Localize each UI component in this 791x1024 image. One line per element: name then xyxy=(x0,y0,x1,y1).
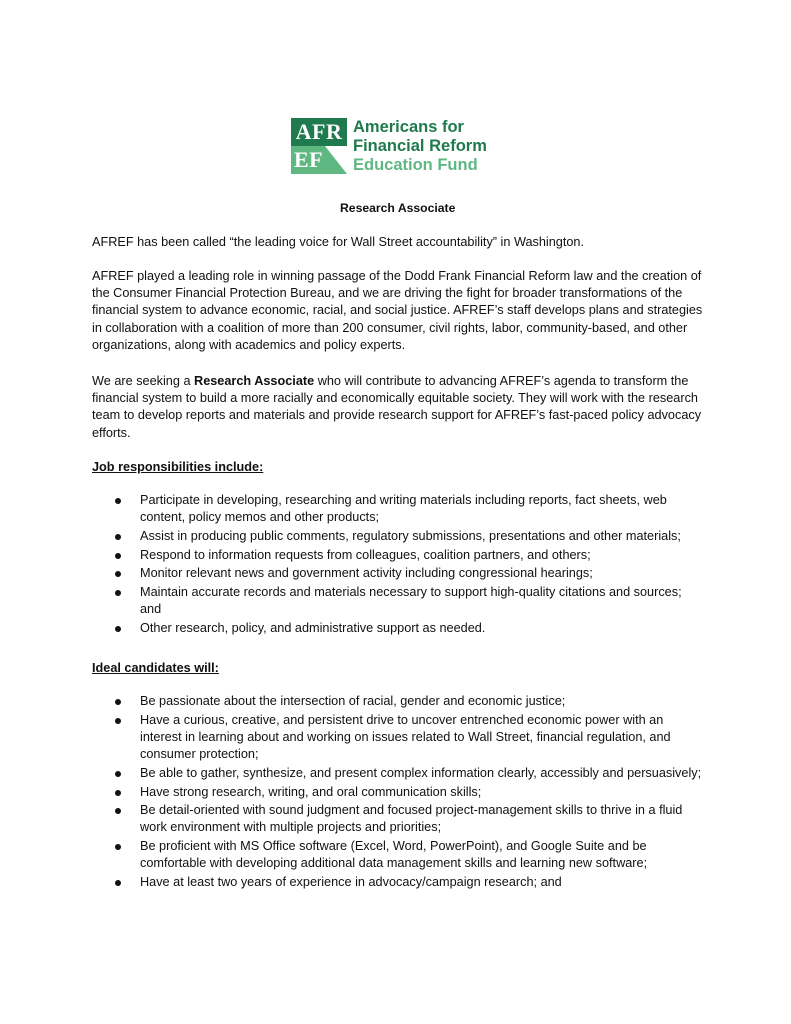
bullet-icon xyxy=(115,534,121,540)
bullet-icon xyxy=(115,626,121,632)
logo-line-2: Financial Reform xyxy=(353,137,487,155)
seeking-paragraph xyxy=(92,373,704,442)
list-item: Be proficient with MS Office software (Excel, Word, PowerPoint), and Google Suite and be comfortable with developing additional data management skills and learning new software; xyxy=(92,838,704,872)
candidates-list xyxy=(92,693,704,891)
bullet-icon xyxy=(115,590,121,596)
afref-logo xyxy=(291,118,521,174)
candidates-heading: Ideal candidates will: xyxy=(92,661,219,675)
bullet-icon xyxy=(115,771,121,777)
bullet-icon xyxy=(115,553,121,559)
bullet-icon xyxy=(115,718,121,724)
bullet-icon xyxy=(115,571,121,577)
list-item: Have at least two years of experience in advocacy/campaign research; and xyxy=(92,874,704,891)
list-item: Respond to information requests from colleagues, coalition partners, and others; xyxy=(92,547,704,564)
responsibilities-heading: Job responsibilities include: xyxy=(92,460,264,474)
list-item: Have strong research, writing, and oral communication skills; xyxy=(92,784,704,801)
bullet-icon xyxy=(115,880,121,886)
bullet-icon xyxy=(115,844,121,850)
list-item: Participate in developing, researching and writing materials including reports, fact sheets, web content, policy memos and other products; xyxy=(92,492,704,526)
list-item: Be detail-oriented with sound judgment and focused project-management skills to thrive in a fluid work environment with multiple projects and priorities; xyxy=(92,802,704,836)
logo-ef: EF xyxy=(291,146,347,174)
list-item: Monitor relevant news and government activity including congressional hearings; xyxy=(92,565,704,582)
about-paragraph: AFREF played a leading role in winning passage of the Dodd Frank Financial Reform law and the creation of the Consumer Financial Protection Bureau, and we are driving the fight for broader transformations of the financial system to advance economic, racial, and social justice. AFREF’s staff develops plans and strategies in collaboration with a coalition of more than 200 consumer, civil rights, labor, community-based, and other organizations, along with academics and policy experts. xyxy=(92,269,703,352)
logo-wordmark xyxy=(353,118,487,175)
logo-afr: AFR xyxy=(291,118,347,146)
seeking-suffix: who will contribute to advancing AFREF’s agenda to transform the financial system to build a more racially and economically equitable society. They will work with the research team to develop reports and materials and provide research support for AFREF’s fast-paced policy advocacy efforts. xyxy=(92,374,702,440)
seeking-role: Research Associate xyxy=(194,374,315,388)
logo-line-3: Education Fund xyxy=(353,156,478,174)
document-title: Research Associate xyxy=(340,201,456,215)
list-item: Have a curious, creative, and persistent drive to uncover entrenched economic power with an interest in learning about and working on issues related to Wall Street, financial regulation, and consumer protection; xyxy=(92,712,704,764)
bullet-icon xyxy=(115,498,121,504)
intro-paragraph: AFREF has been called “the leading voice for Wall Street accountability” in Washington. xyxy=(92,235,584,249)
bullet-icon xyxy=(115,699,121,705)
logo-mark xyxy=(291,118,347,174)
list-item: Be passionate about the intersection of racial, gender and economic justice; xyxy=(92,693,704,710)
bullet-icon xyxy=(115,808,121,814)
list-item: Be able to gather, synthesize, and present complex information clearly, accessibly and persuasively; xyxy=(92,765,704,782)
list-item: Other research, policy, and administrative support as needed. xyxy=(92,620,704,637)
seeking-prefix: We are seeking a xyxy=(92,374,195,388)
list-item: Maintain accurate records and materials necessary to support high-quality citations and sources; and xyxy=(92,584,704,618)
responsibilities-list xyxy=(92,492,704,637)
logo-line-1: Americans for xyxy=(353,118,464,136)
bullet-icon xyxy=(115,790,121,796)
list-item: Assist in producing public comments, regulatory submissions, presentations and other materials; xyxy=(92,528,704,545)
